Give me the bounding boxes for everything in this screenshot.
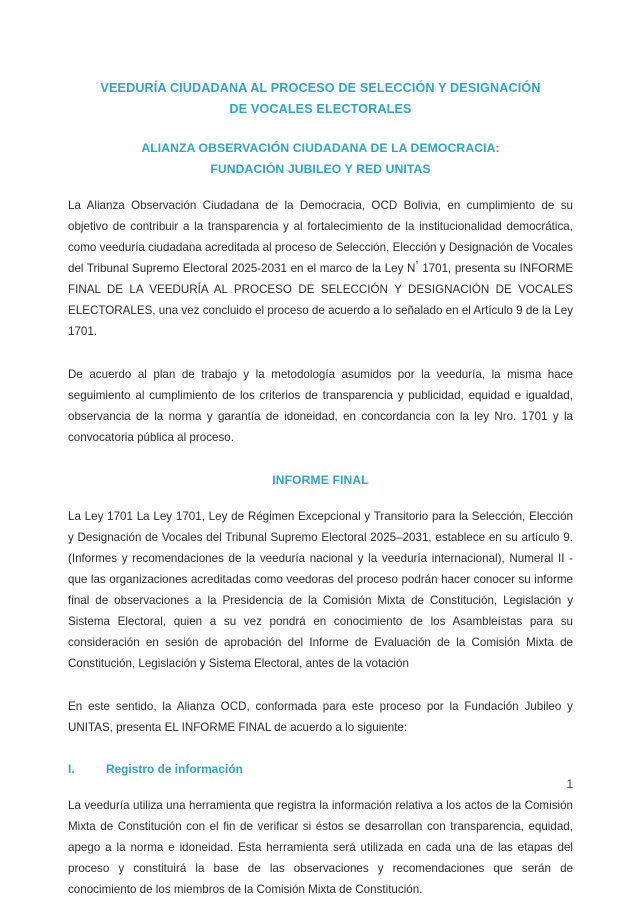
section-title: Registro de información <box>106 762 243 776</box>
section-number: I. <box>68 762 75 776</box>
document-title-line-2: DE VOCALES ELECTORALES <box>229 101 412 116</box>
page-number: 1 <box>566 778 573 791</box>
document-title <box>68 78 573 119</box>
paragraph-intro-text-b: 1701, presenta su INFORME FINAL DE LA VEEDURÍA AL PROCESO DE SELECCIÓN Y DESIGNACIÓN DE VOCALES ELECTORALES, una vez concluido el proceso de acuerdo a lo señalado en el Artículo 9 de la Ley 1701. <box>68 262 573 338</box>
section-heading-registro-de-informacion <box>68 759 573 779</box>
document-subtitle-line-2: FUNDACIÓN JUBILEO Y RED UNITAS <box>210 161 431 176</box>
document-title-line-1: VEEDURÍA CIUDADANA AL PROCESO DE SELECCIÓN Y DESIGNACIÓN <box>100 81 541 95</box>
informe-final-heading: INFORME FINAL <box>272 473 369 487</box>
document-subtitle <box>68 138 573 179</box>
degree-symbol: ° <box>415 260 419 270</box>
paragraph-legal-basis: La Ley 1701 La Ley 1701, Ley de Régimen Excepcional y Transitorio para la Selección, Elección y Designación de Vocales del Tribunal Supremo Electoral 2025–2031, establece en su artículo 9. (Informes y recomendaciones de la veeduría nacional y la veeduría internacional), Numeral II - que las organizaciones acreditadas como veedoras del proceso podrán hacer conocer su informe final de observaciones a la Presidencia de la Comisión Mixta de Constitución, Legislación y Sistema Electoral, quien a su vez pondrá en conocimiento de los Asambleístas para su consideración en sesión de aprobación del Informe de Evaluación de la Comisión Mixta de Constitución, Legislación y Sistema Electoral, antes de la votación <box>68 510 573 670</box>
paragraph-intro-text-a: La Alianza Observación Ciudadana de la Democracia, OCD Bolivia, en cumplimiento de su objetivo de contribuir a la transparencia y al fortalecimiento de la institucionalidad democrática, como veeduría ciudadana acreditada al proceso de Selección, Elección y Designación de Vocales del Tribunal Supremo Electoral 2025-2031 en el marco de la Ley N <box>68 199 573 275</box>
document-subtitle-line-1: ALIANZA OBSERVACIÓN CIUDADANA DE LA DEMOCRACIA: <box>141 141 500 155</box>
paragraph-alliance: En este sentido, la Alianza OCD, conformada para este proceso por la Fundación Jubileo y UNITAS, presenta EL INFORME FINAL de acuerdo a lo siguiente: <box>68 700 573 734</box>
paragraph-methodology: De acuerdo al plan de trabajo y la metodología asumidos por la veeduría, la misma hace seguimiento al cumplimiento de los criterios de transparencia y publicidad, equidad e igualdad, observancia de la norma y garantía de idoneidad, en concordancia con la ley Nro. 1701 y la convocatoria pública al proceso. <box>68 368 573 444</box>
paragraph-intro <box>68 195 573 342</box>
paragraph-registro-body: La veeduría utiliza una herramienta que registra la información relativa a los actos de la Comisión Mixta de Constitución con el fin de verificar si éstos se desarrollan con transparencia, equidad, apego a la norma e idoneidad. Esta herramienta será utilizada en cada una de las etapas del proceso y constituirá la base de las observaciones y recomendaciones que serán de conocimiento de los miembros de la Comisión Mixta de Constitución. <box>68 799 573 896</box>
